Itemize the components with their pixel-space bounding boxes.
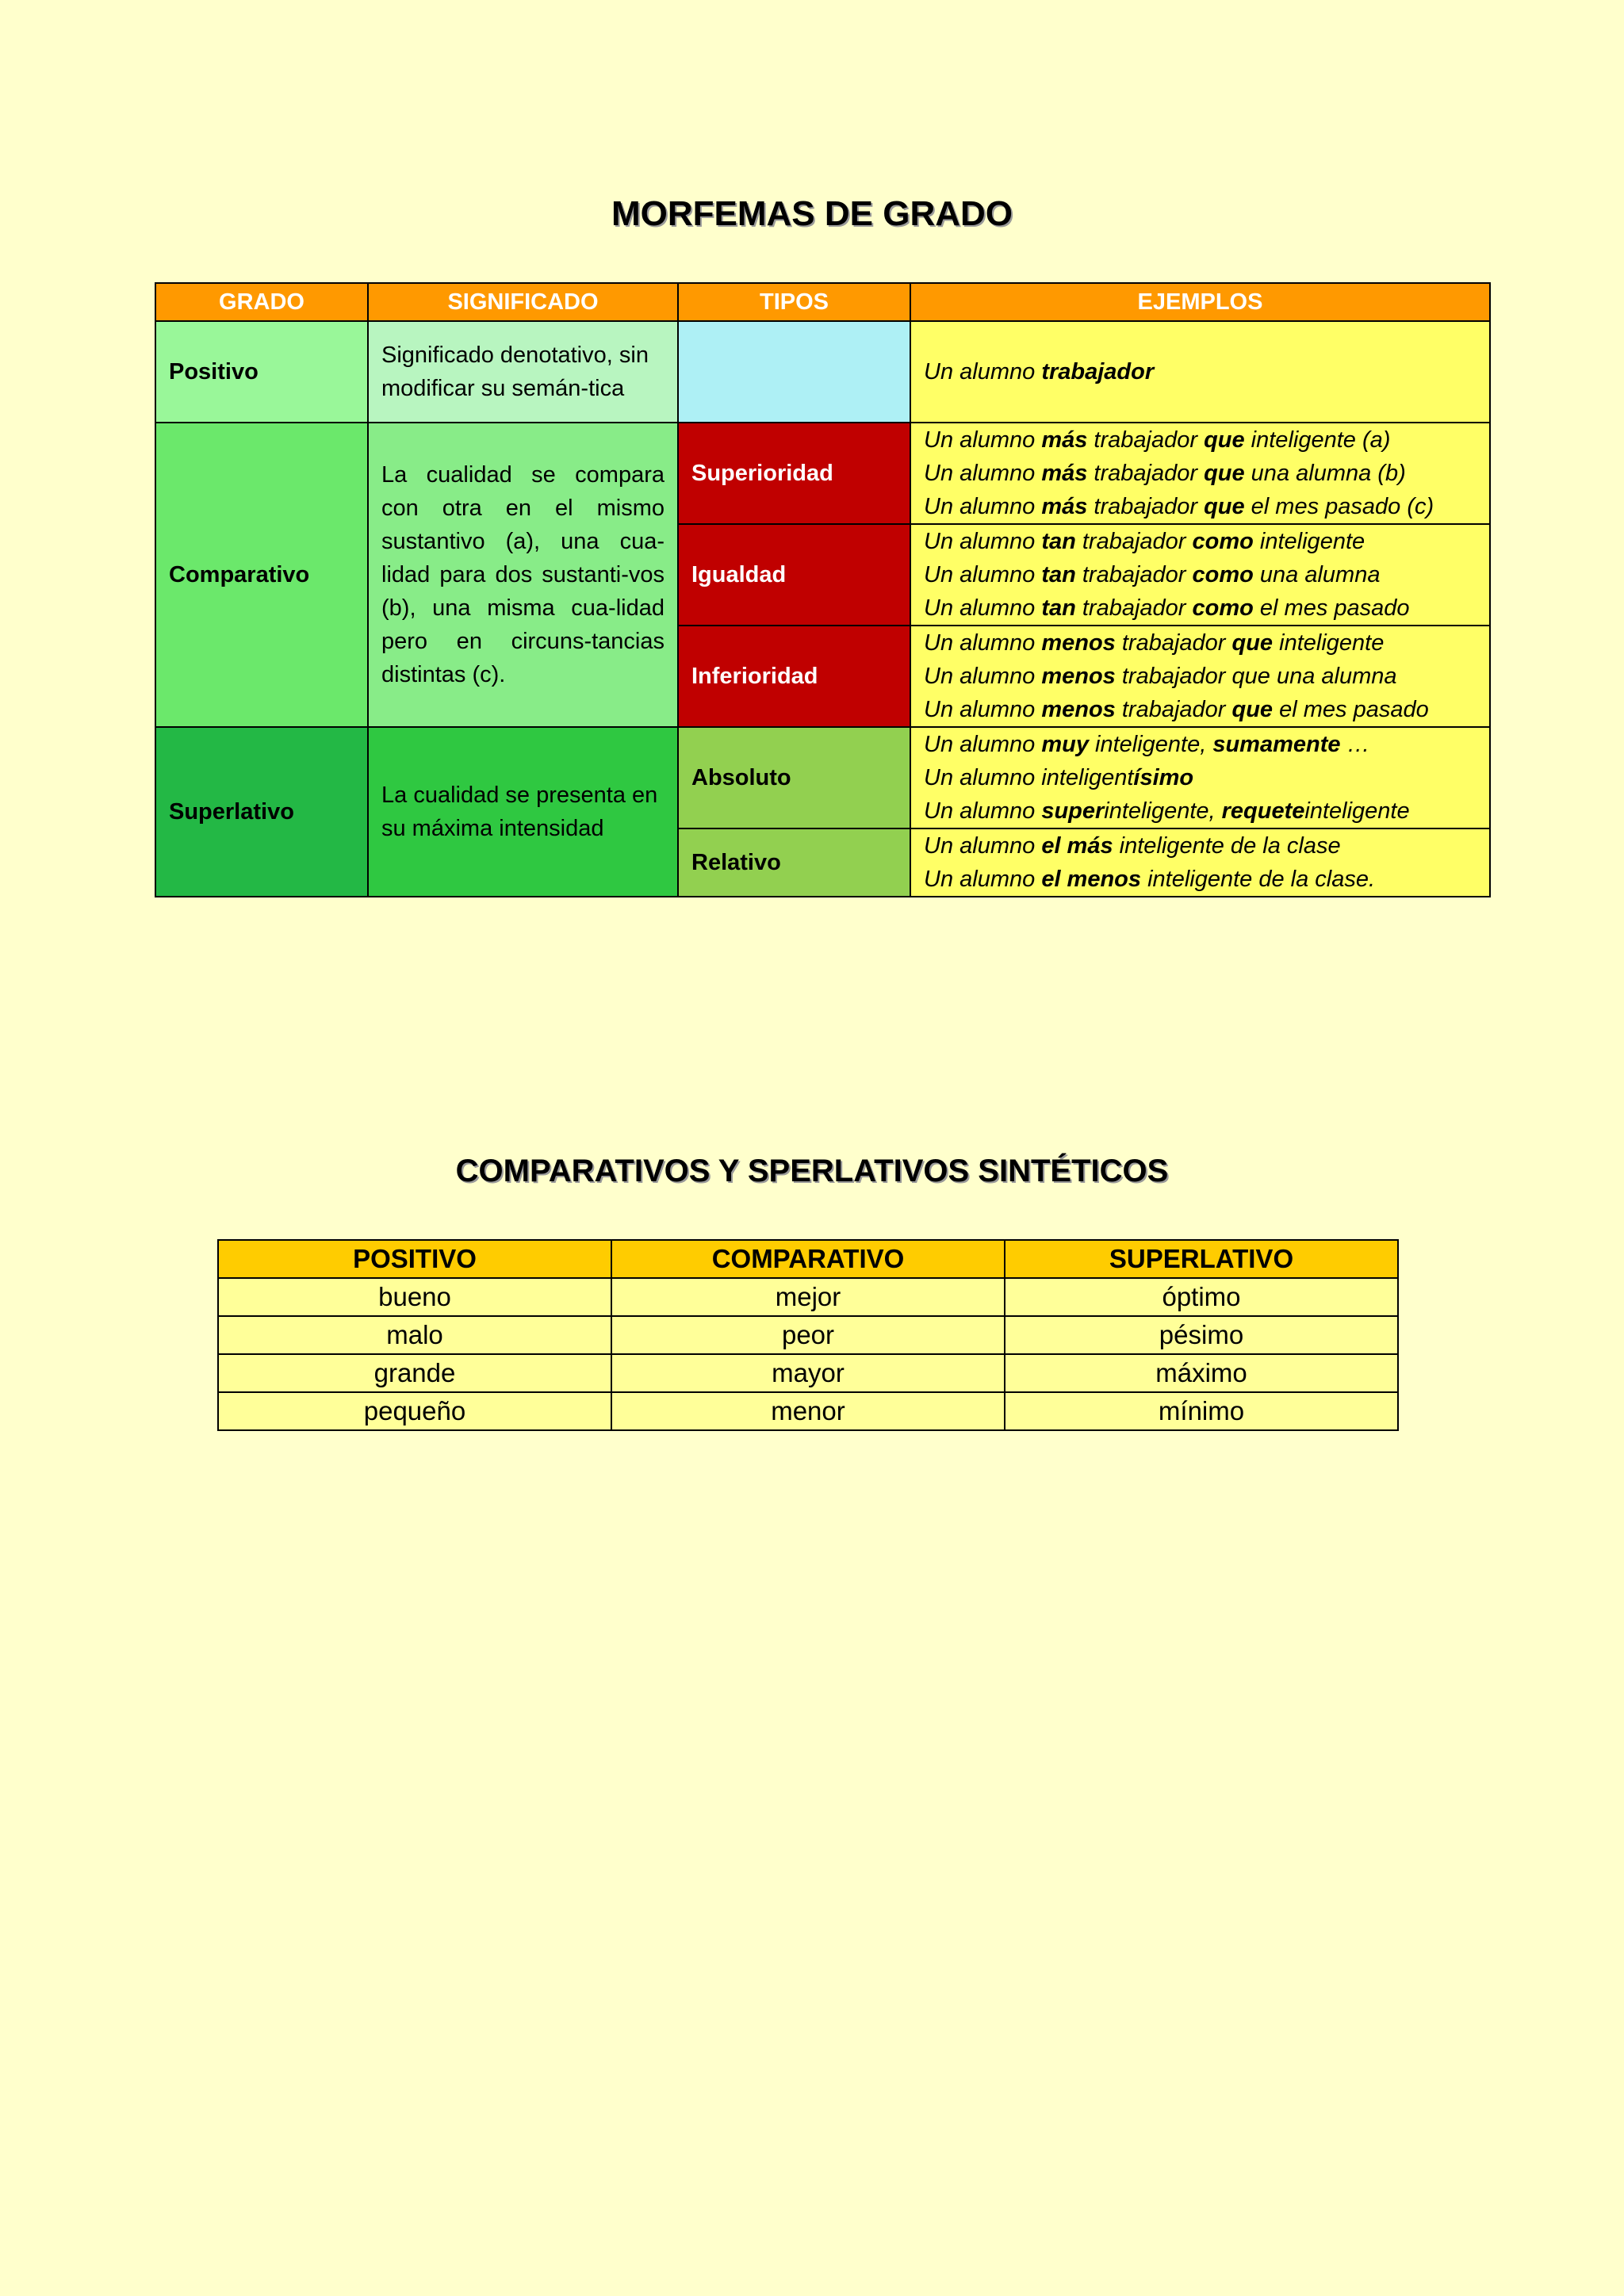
row-superlativo-absoluto [155,727,1490,828]
tipo-positivo [678,321,910,423]
ejemplo-line: Un alumno muy inteligente, sumamente … [924,732,1370,757]
ejemplo-positivo [910,321,1490,423]
header-row [218,1240,1398,1278]
table-cell: mayor [611,1354,1005,1392]
table-cell: bueno [218,1278,611,1316]
tipo-absoluto: Absoluto [678,727,910,828]
morfemas-table [155,282,1491,897]
tipo-igualdad: Igualdad [678,524,910,626]
table-row [218,1316,1398,1354]
table-cell: pésimo [1005,1316,1398,1354]
ejemplos-absoluto [910,727,1490,828]
header-grado: GRADO [155,283,368,321]
header-positivo: POSITIVO [218,1240,611,1278]
ejemplo-line: Un alumno menos trabajador que una alumna [924,664,1397,689]
ejemplo-line: Un alumno el menos inteligente de la clase. [924,867,1376,892]
table-cell: máximo [1005,1354,1398,1392]
ejemplo-line: Un alumno menos trabajador que inteligente [924,630,1385,656]
table-cell: óptimo [1005,1278,1398,1316]
table-cell: mínimo [1005,1392,1398,1430]
table-cell: peor [611,1316,1005,1354]
tipo-inferioridad: Inferioridad [678,626,910,727]
table-cell: malo [218,1316,611,1354]
ejemplo-line: Un alumno tan trabajador como inteligente [924,529,1365,554]
ejemplos-igualdad [910,524,1490,626]
ejemplo-line: Un alumno menos trabajador que el mes pasado [924,697,1429,722]
ejemplo-line: Un alumno inteligentísimo [924,765,1194,790]
ejemplo-line: Un alumno tan trabajador como el mes pasado [924,595,1410,621]
ejemplos-relativo [910,828,1490,897]
row-comparativo-superioridad [155,423,1490,524]
table-row [218,1354,1398,1392]
header-row [155,283,1490,321]
page-title: MORFEMAS DE GRADO [611,194,1013,233]
table-cell: mejor [611,1278,1005,1316]
row-positivo [155,321,1490,423]
ejemplo-line: Un alumno tan trabajador como una alumna [924,562,1381,587]
table-row [218,1278,1398,1316]
ejemplos-inferioridad [910,626,1490,727]
header-significado: SIGNIFICADO [368,283,678,321]
header-superlativo: SUPERLATIVO [1005,1240,1398,1278]
table-cell: pequeño [218,1392,611,1430]
ejemplo-line: Un alumno más trabajador que inteligente (a) [924,427,1391,453]
ejemplo-line: Un alumno más trabajador que una alumna (b) [924,461,1406,486]
section-title-sinteticos: COMPARATIVOS Y SPERLATIVOS SINTÉTICOS [455,1154,1169,1188]
significado-superlativo: La cualidad se presenta en su máxima intensidad [368,727,678,897]
header-ejemplos: EJEMPLOS [910,283,1490,321]
sinteticos-table [217,1239,1399,1431]
tipo-superioridad: Superioridad [678,423,910,524]
grado-positivo: Positivo [155,321,368,423]
ejemplos-superioridad [910,423,1490,524]
table-cell: grande [218,1354,611,1392]
header-tipos: TIPOS [678,283,910,321]
table-row [218,1392,1398,1430]
ejemplo-line: Un alumno trabajador [924,359,1155,385]
header-comparativo: COMPARATIVO [611,1240,1005,1278]
ejemplo-line: Un alumno más trabajador que el mes pasado (c) [924,494,1434,519]
table-cell: menor [611,1392,1005,1430]
ejemplo-line: Un alumno superinteligente, requeteinteligente [924,798,1410,824]
tipo-relativo: Relativo [678,828,910,897]
grado-superlativo: Superlativo [155,727,368,897]
grado-comparativo: Comparativo [155,423,368,727]
significado-positivo: Significado denotativo, sin modificar su semán-tica [368,321,678,423]
ejemplo-line: Un alumno el más inteligente de la clase [924,833,1341,859]
significado-comparativo: La cualidad se compara con otra en el mismo sustantivo (a), una cua-lidad para dos sustanti-vos (b), una misma cua-lidad pero en circuns-tancias distintas (c). [368,423,678,727]
